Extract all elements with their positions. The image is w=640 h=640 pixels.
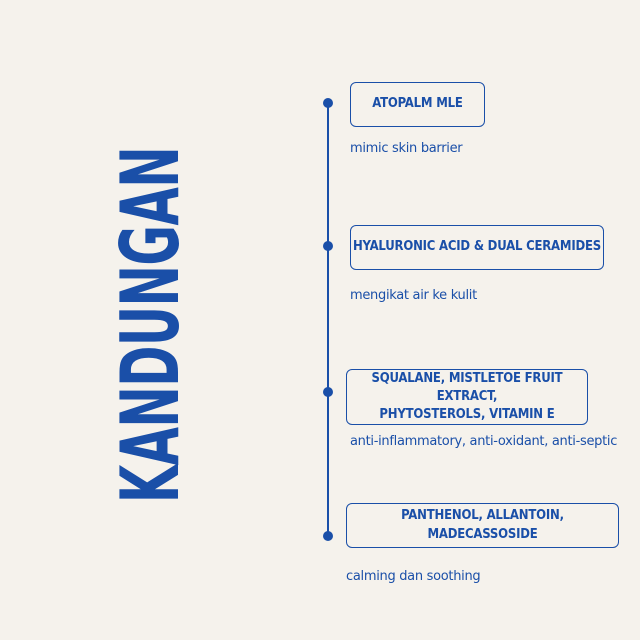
ingredient-desc-2: mengikat air ke kulit [350, 288, 477, 303]
ingredient-desc-3: anti-inflammatory, anti-oxidant, anti-septic [350, 434, 618, 449]
ingredient-box-1 [350, 82, 485, 127]
timeline-dot-4 [323, 531, 333, 541]
title-container [106, 117, 196, 533]
timeline-dot-1 [323, 98, 333, 108]
ingredient-name-2: HYALURONIC ACID & DUAL CERAMIDES [352, 239, 602, 255]
ingredient-name-3-line-1: SQUALANE, MISTLETOE FRUIT EXTRACT, [371, 370, 563, 404]
ingredient-name-3-line-2: PHYTOSTEROLS, VITAMIN E [379, 407, 555, 423]
ingredient-name-1: ATOPALM MLE [372, 96, 463, 112]
timeline-dot-2 [323, 241, 333, 251]
ingredient-desc-4: calming dan soothing [346, 569, 481, 584]
timeline-line [327, 103, 329, 536]
page-title-text: KANDUNGAN [104, 146, 197, 504]
ingredient-desc-1: mimic skin barrier [350, 141, 463, 156]
ingredient-box-4 [346, 503, 619, 548]
timeline-dot-3 [323, 387, 333, 397]
ingredient-name-4: PANTHENOL, ALLANTOIN, MADECASSOSIDE [401, 508, 564, 542]
page-title [104, 38, 197, 613]
ingredient-box-3 [346, 369, 588, 425]
ingredient-box-2 [350, 225, 604, 270]
